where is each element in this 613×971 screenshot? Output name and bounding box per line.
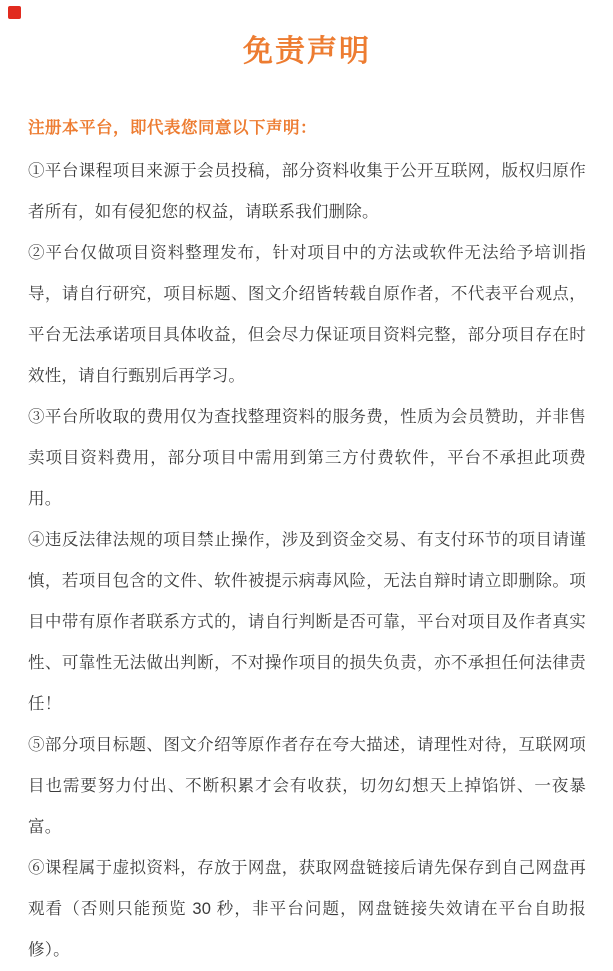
paragraph-item-4: ④违反法律法规的项目禁止操作，涉及到资金交易、有支付环节的项目请谨慎，若项目包含的文件、软件被提示病毒风险，无法自辩时请立即删除。项目中带有原作者联系方式的，请自行判断是否可靠，平台对项目及作者真实性、可靠性无法做出判断，不对操作项目的损失负责，亦不承担任何法律责任！ [28,531,586,713]
page-title: 免责声明 [243,35,371,68]
paragraph-item-1: ①平台课程项目来源于会员投稿，部分资料收集于公开互联网，版权归原作者所有，如有侵犯您的权益，请联系我们删除。 [28,162,586,221]
intro-statement: 注册本平台，即代表您同意以下声明： [28,119,317,137]
red-badge-icon [8,6,21,19]
paragraph-item-3: ③平台所收取的费用仅为查找整理资料的服务费，性质为会员赞助，并非售卖项目资料费用，部分项目中需用到第三方付费软件，平台不承担此项费用。 [28,408,586,508]
paragraph-item-5: ⑤部分项目标题、图文介绍等原作者存在夸大描述，请理性对待，互联网项目也需要努力付出、不断积累才会有收获，切勿幻想天上掉馅饼、一夜暴富。 [28,736,586,836]
paragraph-list [28,151,586,971]
paragraph-item-2: ②平台仅做项目资料整理发布，针对项目中的方法或软件无法给予培训指导，请自行研究，项目标题、图文介绍皆转载自原作者，不代表平台观点，平台无法承诺项目具体收益，但会尽力保证项目资料完整，部分项目存在时效性，请自行甄别后再学习。 [28,244,586,385]
paragraph-item-6: ⑥课程属于虚拟资料，存放于网盘，获取网盘链接后请先保存到自己网盘再观看（否则只能预览 30 秒，非平台问题，网盘链接失效请在平台自助报修）。 [28,859,586,959]
